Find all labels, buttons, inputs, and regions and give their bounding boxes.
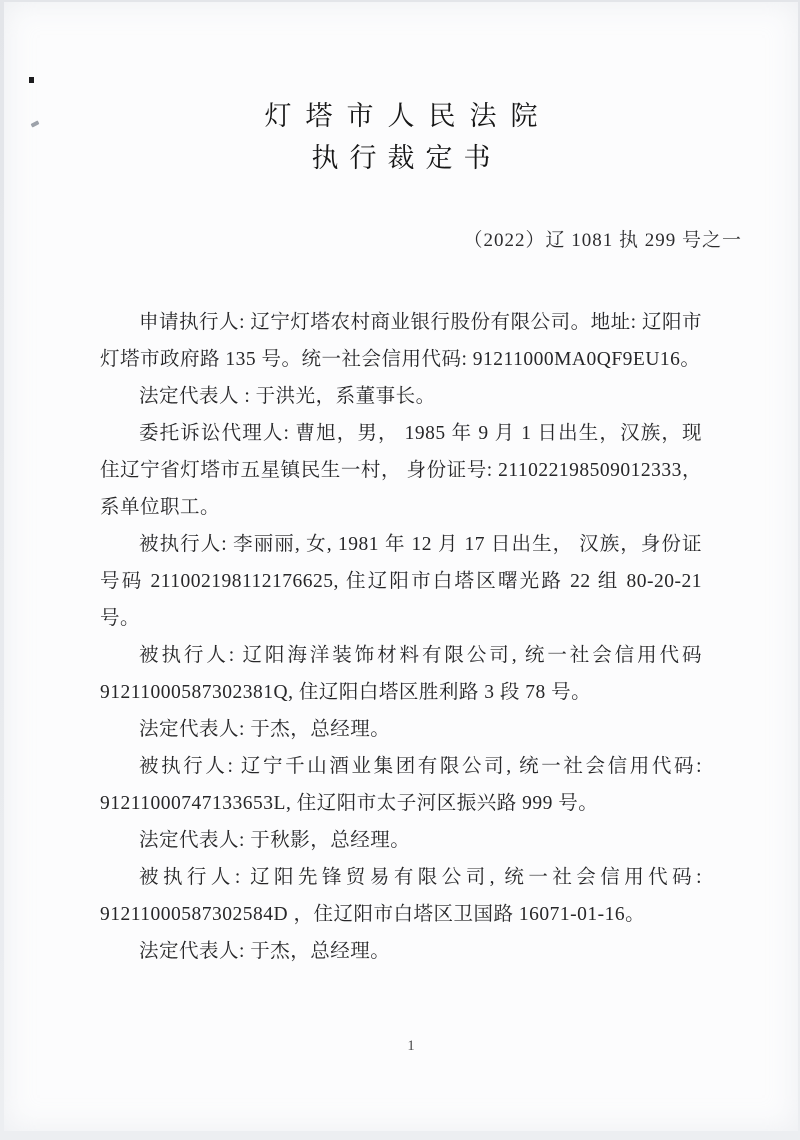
paragraph-litigation-agent: 委托诉讼代理人: 曹旭，男， 1985 年 9 月 1 日出生，汉族，现住辽宁省灯塔市五星镇民生一村， 身份证号: 211022198509012333，系单位职工。 [100,423,702,518]
paragraph-respondent-3-legal-rep: 法定代表人: 于秋影，总经理。 [139,830,411,851]
paragraph-respondent-4-legal-rep: 法定代表人: 于杰，总经理。 [139,941,391,962]
paragraph-respondent-2: 被执行人: 辽阳海洋装饰材料有限公司, 统一社会信用代码 91211000587302381Q, 住辽阳白塔区胜利路 3 段 78 号。 [100,645,702,703]
ink-speck [29,77,34,83]
paragraph-respondent-2-legal-rep: 法定代表人: 于杰，总经理。 [139,719,391,740]
paragraph-respondent-4: 被执行人: 辽阳先锋贸易有限公司, 统一社会信用代码: 91211000587302584D ，住辽阳市白塔区卫国路 16071-01-16。 [100,867,702,925]
paragraph-applicant: 申请执行人: 辽宁灯塔农村商业银行股份有限公司。地址: 辽阳市灯塔市政府路 135 号。统一社会信用代码: 91211000MA0QF9EU16。 [100,312,702,370]
paragraph-applicant-legal-rep: 法定代表人 : 于洪光，系董事长。 [139,386,436,407]
case-number: （2022）辽 1081 执 299 号之一 [463,230,742,251]
court-name-title: 灯塔市人民法院 [264,101,552,131]
paragraph-respondent-3: 被执行人: 辽宁千山酒业集团有限公司, 统一社会信用代码: 91211000747133653L, 住辽阳市太子河区振兴路 999 号。 [100,756,702,814]
document-type-title: 执行裁定书 [311,143,502,173]
paragraph-respondent-1: 被执行人: 李丽丽, 女, 1981 年 12 月 17 日出生， 汉族，身份证号码 211002198112176625, 住辽阳市白塔区曙光路 22 组 80-20-21 号。 [100,534,702,629]
document-page [4,2,798,1131]
page-number: 1 [407,1038,415,1054]
document-body [100,304,702,970]
